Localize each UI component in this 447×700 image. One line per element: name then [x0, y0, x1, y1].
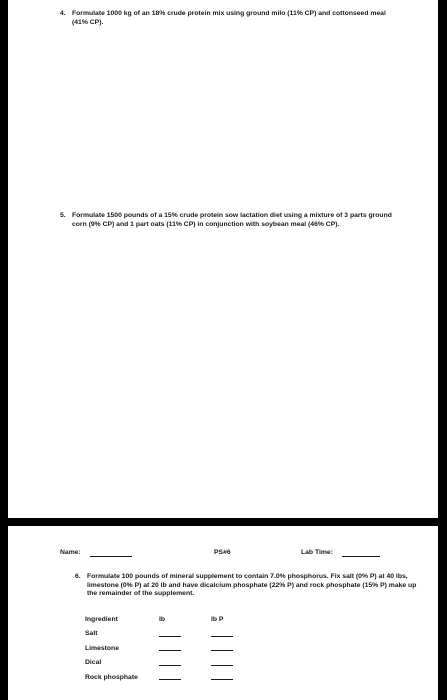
lab-time-blank	[342, 556, 380, 557]
lb-blank	[159, 658, 181, 666]
lb-blank	[159, 629, 181, 637]
lb-blank	[159, 643, 181, 651]
column-header: lb P	[211, 615, 224, 623]
problem-number: 5.	[60, 212, 66, 219]
table-row	[85, 656, 241, 671]
name-blank	[90, 556, 132, 557]
problem-5	[60, 212, 402, 229]
ingredient-name: Dical	[85, 659, 102, 667]
ingredient-name: Limestone	[85, 644, 119, 652]
name-label: Name:	[60, 549, 81, 556]
problem-4	[60, 10, 402, 27]
table-row	[85, 641, 241, 656]
problem-text: Formulate 100 pounds of mineral supplement to contain 7.0% phosphorus. Fix salt (0% P) at 40 lbs, limestone (0% P) at 20 lb and have dicalcium phosphate (22% P) and rock phosphate (15% P) make up the remainder of the supplement.	[87, 573, 417, 598]
worksheet-page-top	[8, 0, 438, 518]
lb-p-blank	[211, 672, 233, 680]
table-header-row	[85, 612, 241, 627]
lb-blank	[159, 672, 181, 680]
table-row	[85, 627, 241, 642]
problem-number: 4.	[60, 10, 66, 17]
problem-6	[75, 573, 417, 599]
lb-p-blank	[211, 658, 233, 666]
worksheet-header	[8, 549, 438, 559]
column-header: Ingredient	[85, 615, 118, 623]
problem-number: 6.	[75, 573, 81, 580]
table-row	[85, 670, 241, 685]
problem-set-label: PS#6	[214, 549, 231, 556]
worksheet-page-bottom	[8, 526, 438, 700]
problem-text: Formulate 1000 kg of an 18% crude protein mix using ground milo (11% CP) and cottonseed meal (41% CP).	[72, 10, 386, 26]
lb-p-blank	[211, 643, 233, 651]
ingredient-table	[85, 612, 241, 685]
column-header: lb	[159, 615, 166, 623]
lb-p-blank	[211, 629, 233, 637]
ingredient-name: Rock phosphate	[85, 673, 138, 681]
problem-text: Formulate 1500 pounds of a 15% crude protein sow lactation diet using a mixture of 3 parts ground corn (9% CP) and 1 part oats (11% CP) in conjunction with soybean meal (46% CP).	[72, 212, 392, 228]
lab-time-label: Lab Time:	[301, 549, 333, 556]
ingredient-name: Salt	[85, 630, 98, 638]
